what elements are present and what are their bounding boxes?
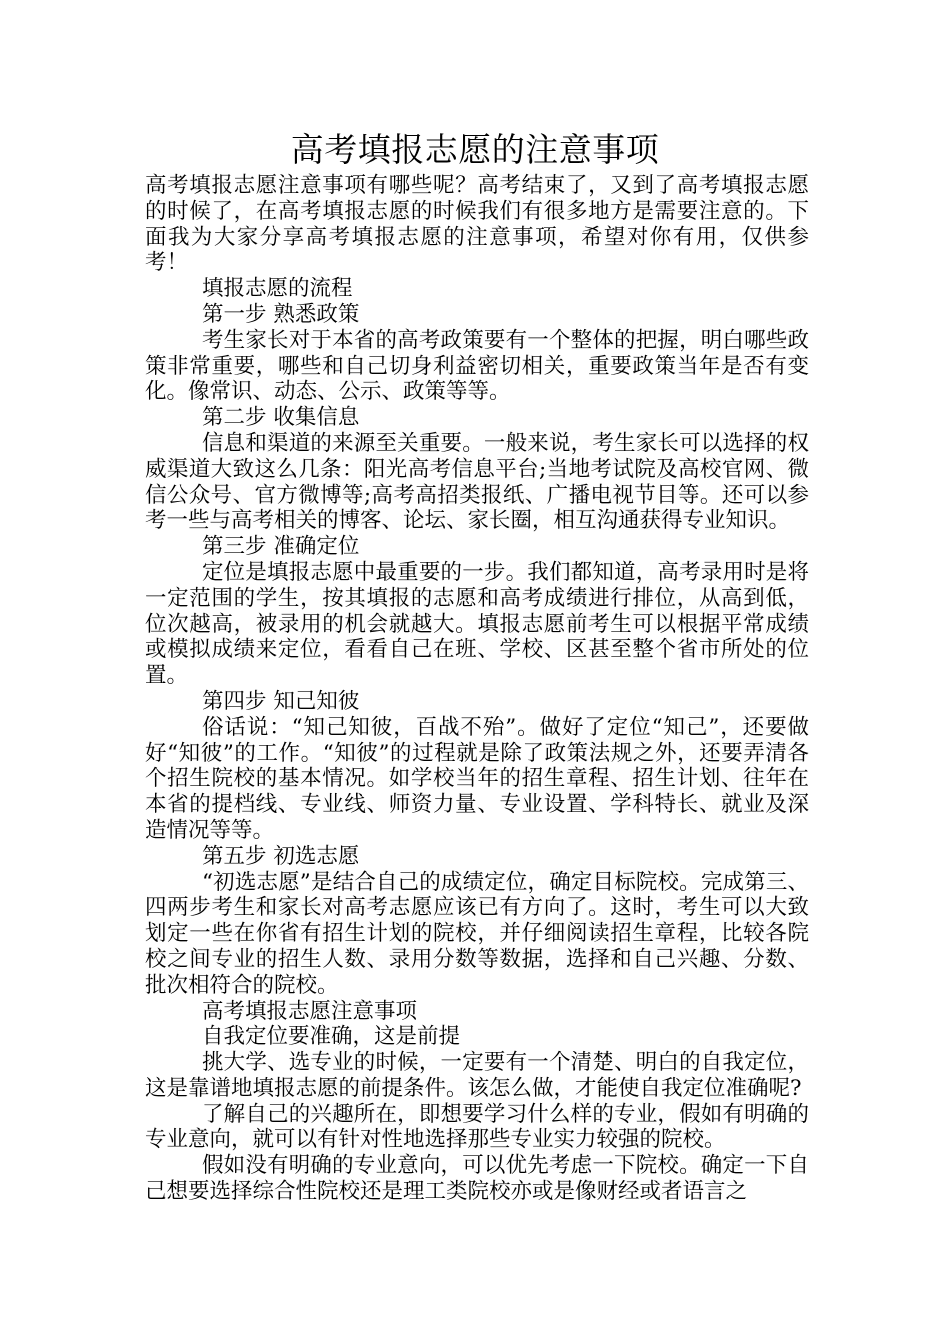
paragraph: 信息和渠道的来源至关重要。一般来说，考生家长可以选择的权威渠道大致这么几条：阳光高考信息平台;当地考试院及高校官网、微信公众号、官方微博等;高考高招类报纸、广播电视节目等。还可以参考一些与高考相关的博客、论坛、家长圈，相互沟通获得专业知识。 <box>145 430 809 534</box>
paragraph: 考生家长对于本省的高考政策要有一个整体的把握，明白哪些政策非常重要，哪些和自己切身利益密切相关，重要政策当年是否有变化。像常识、动态、公示、政策等等。 <box>145 327 809 405</box>
paragraph: 第三步 准确定位 <box>202 534 360 560</box>
paragraph: 定位是填报志愿中最重要的一步。我们都知道，高考录用时是将一定范围的学生，按其填报的志愿和高考成绩进行排位，从高到低，位次越高，被录用的机会就越大。填报志愿前考生可以根据平常成绩或模拟成绩来定位，看看自己在班、学校、区甚至整个省市所处的位置。 <box>145 559 809 689</box>
paragraph: 高考填报志愿注意事项 <box>202 998 418 1024</box>
document-title: 高考填报志愿的注意事项 <box>290 130 660 169</box>
paragraph: 第二步 收集信息 <box>202 405 360 431</box>
paragraph: 挑大学、选专业的时候，一定要有一个清楚、明白的自我定位，这是靠谱地填报志愿的前提条件。该怎么做，才能使自我定位准确呢? <box>145 1050 809 1101</box>
paragraph: 了解自己的兴趣所在，即想要学习什么样的专业，假如有明确的专业意向，就可以有针对性地选择那些专业实力较强的院校。 <box>145 1101 809 1153</box>
paragraph: 自我定位要准确，这是前提 <box>202 1024 461 1050</box>
paragraph: “初选志愿”是结合自己的成绩定位，确定目标院校。完成第三、四两步考生和家长对高考志愿应该已有方向了。这时，考生可以大致划定一些在你省有招生计划的院校，并仔细阅读招生章程，比较各院校之间专业的招生人数、录用分数等数据，选择和自己兴趣、分数、批次相符合的院校。 <box>145 869 809 998</box>
paragraph: 填报志愿的流程 <box>202 276 353 302</box>
paragraph: 高考填报志愿注意事项有哪些呢？高考结束了，又到了高考填报志愿的时候了，在高考填报志愿的时候我们有很多地方是需要注意的。下面我为大家分享高考填报志愿的注意事项，希望对你有用，仅供参考！ <box>145 173 809 276</box>
paragraph: 假如没有明确的专业意向，可以优先考虑一下院校。确定一下自己想要选择综合性院校还是理工类院校亦或是像财经或者语言之 <box>145 1153 809 1205</box>
paragraph: 俗话说：“知己知彼，百战不殆”。做好了定位“知己”，还要做好“知彼”的工作。“知彼”的过程就是除了政策法规之外，还要弄清各个招生院校的基本情况。如学校当年的招生章程、招生计划、往年在本省的提档线、专业线、师资力量、专业设置、学科特长、就业及深造情况等等。 <box>145 714 809 843</box>
paragraph: 第一步 熟悉政策 <box>202 301 360 327</box>
paragraph: 第五步 初选志愿 <box>202 843 360 869</box>
document-body <box>145 173 809 1205</box>
paragraph: 第四步 知己知彼 <box>202 688 360 714</box>
